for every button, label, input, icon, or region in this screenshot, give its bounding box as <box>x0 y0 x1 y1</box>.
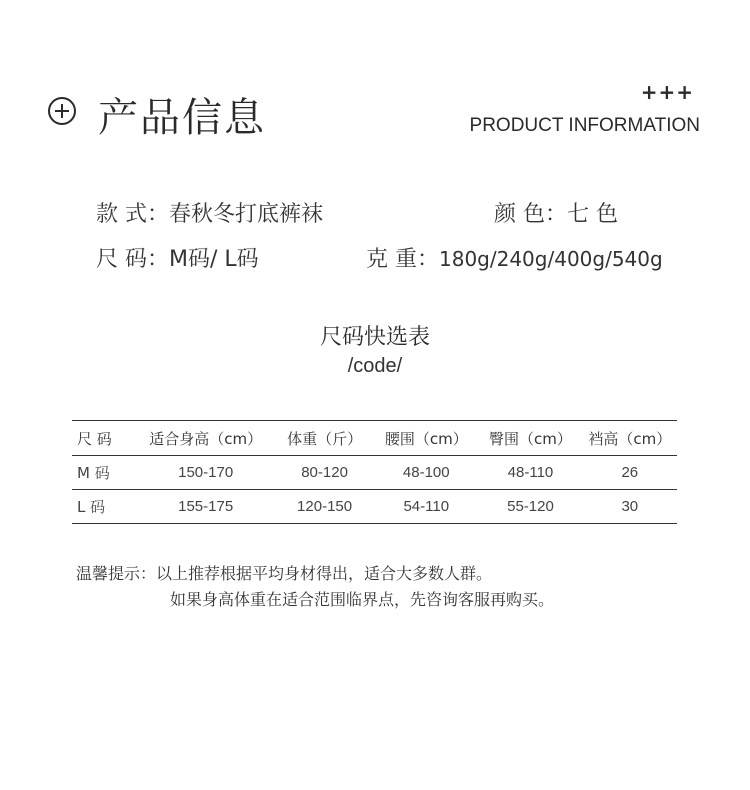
spec-color <box>494 197 618 228</box>
spec-style-label: 款 式： <box>96 202 169 227</box>
spec-size <box>96 242 259 273</box>
tip-line-1 <box>76 561 492 584</box>
spec-color-value: 七 色 <box>567 202 618 227</box>
table-header-cell: 体重（斤） <box>275 421 374 456</box>
table-row <box>72 456 677 490</box>
table-header-cell: 臀围（cm） <box>478 421 582 456</box>
table-row <box>72 490 677 524</box>
circle-plus-icon <box>48 97 76 125</box>
spec-color-label: 颜 色： <box>494 202 567 227</box>
table-cell: 120-150 <box>275 490 374 524</box>
table-cell: 150-170 <box>136 456 275 490</box>
tip-text-1: 以上推荐根据平均身材得出，适合大多数人群。 <box>156 564 493 583</box>
tip-label: 温馨提示： <box>76 564 157 583</box>
table-cell: 48-110 <box>478 456 582 490</box>
table-cell: 155-175 <box>136 490 275 524</box>
section-title: 产品信息 <box>98 95 266 141</box>
table-cell: 55-120 <box>478 490 582 524</box>
spec-weight-value: 180g/240g/400g/540g <box>439 247 663 271</box>
table-cell: 54-110 <box>374 490 478 524</box>
table-cell: 26 <box>583 456 677 490</box>
spec-weight <box>366 242 663 273</box>
table-header-row <box>72 421 677 456</box>
size-chart-table <box>72 420 677 524</box>
spec-style <box>96 197 323 228</box>
spec-size-value: M码/ L码 <box>169 247 259 272</box>
table-header-cell: 腰围（cm） <box>374 421 478 456</box>
table-header-cell: 适合身高（cm） <box>136 421 275 456</box>
size-chart-title: 尺码快选表 <box>319 325 430 350</box>
table-cell: L 码 <box>72 490 136 524</box>
tip-text-2: 如果身高体重在适合范围临界点，先咨询客服再购买。 <box>170 590 555 609</box>
size-chart-subtitle: /code/ <box>347 355 403 377</box>
table-cell: 80-120 <box>275 456 374 490</box>
spec-size-label: 尺 码： <box>96 247 169 272</box>
spec-weight-label: 克 重： <box>366 247 439 272</box>
title-decoration: +++ <box>640 80 694 104</box>
spec-style-value: 春秋冬打底裤袜 <box>169 202 324 227</box>
table-cell: 30 <box>583 490 677 524</box>
table-header-cell: 裆高（cm） <box>583 421 677 456</box>
table-cell: M 码 <box>72 456 136 490</box>
table-header-cell: 尺 码 <box>72 421 136 456</box>
section-subtitle-en: PRODUCT INFORMATION <box>469 115 700 136</box>
table-cell: 48-100 <box>374 456 478 490</box>
